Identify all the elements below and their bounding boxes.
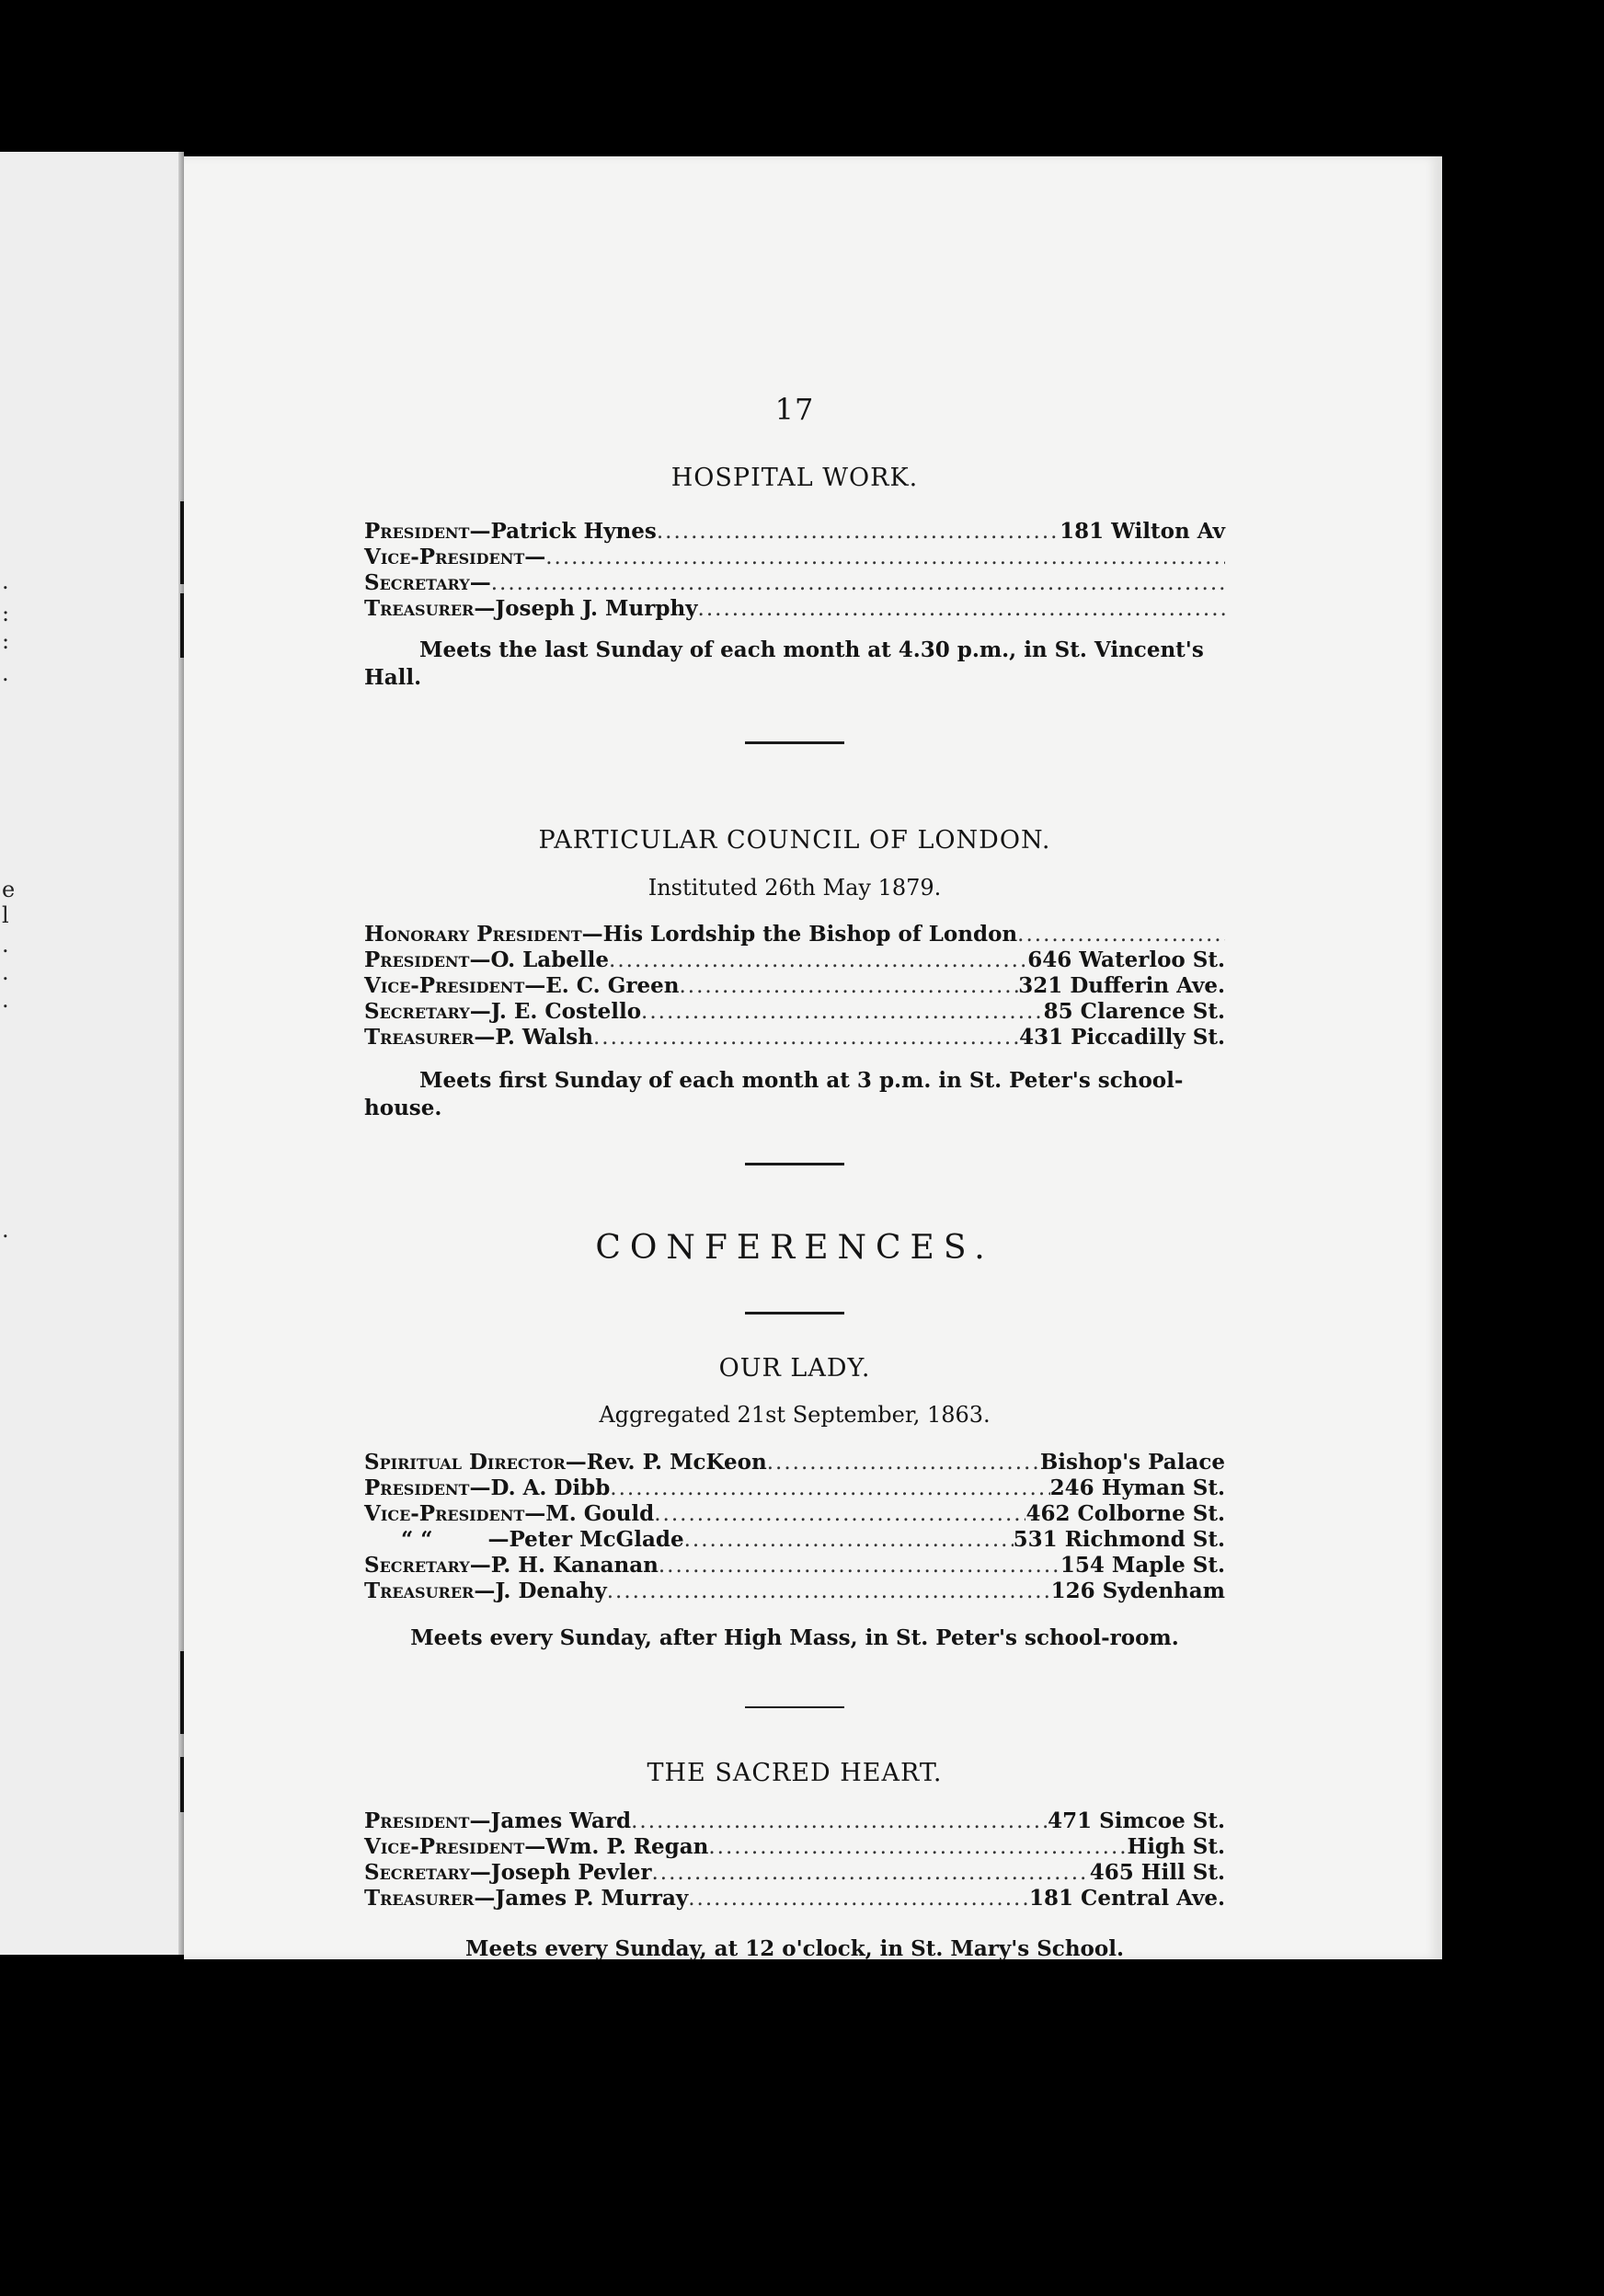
officer-row: Vice-President — M. Gould ..... 462 Colborne St. — [364, 1501, 1225, 1527]
officer-name: Wm. P. Regan — [545, 1834, 709, 1859]
officer-role: “ “ — [401, 1527, 433, 1552]
edge-character: . — [2, 959, 9, 985]
officer-role: Secretary — [364, 570, 470, 595]
dot-leader — [659, 1553, 1060, 1578]
edge-character: e — [2, 877, 16, 902]
edge-character: l — [2, 902, 9, 928]
edge-character: . — [2, 987, 9, 1013]
dot-leader — [607, 1578, 1051, 1604]
dot-leader — [767, 1450, 1040, 1475]
officer-address: 321 Dufferin Ave. — [1018, 973, 1225, 998]
officer-address: 471 Simcoe St. — [1048, 1808, 1225, 1833]
edge-character: : — [2, 601, 10, 626]
section-title-hospital-work: HOSPITAL WORK. — [670, 464, 919, 492]
officer-role: President — [364, 1808, 470, 1833]
dot-leader — [641, 999, 1044, 1025]
officer-role: Secretary — [364, 1553, 470, 1578]
our-lady-officers — [364, 1450, 1225, 1604]
officer-role: President — [364, 1475, 470, 1500]
meeting-note: Meets the last Sunday of each month at 4.30 p.m., in St. Vincent's Hall. — [364, 637, 1204, 690]
document-page — [184, 156, 1442, 1959]
officer-role: Treasurer — [364, 1025, 475, 1050]
officer-name: P. Walsh — [495, 1025, 593, 1050]
officer-role: Vice-President — [364, 545, 525, 569]
officer-role: Honorary President — [364, 922, 582, 947]
hospital-work-officers — [364, 519, 1225, 622]
dot-leader — [654, 1501, 1025, 1527]
section-title-conferences: CONFERENCES. — [595, 1229, 994, 1267]
officer-address: 181 Central Ave. — [1029, 1886, 1225, 1911]
officer-address: 126 Sydenham — [1050, 1578, 1225, 1603]
officer-row: President — James Ward ..... 471 Simcoe St. — [364, 1808, 1225, 1834]
officer-row: Treasurer — James P. Murray ..... 181 Central Ave. — [364, 1886, 1225, 1911]
dot-leader — [657, 519, 1060, 545]
officer-name: Patrick Hynes — [490, 519, 657, 544]
previous-page-edge — [0, 152, 184, 1955]
officer-row: Honorary President — His Lordship the Bishop of London ..... — [364, 922, 1225, 947]
edge-character: . — [2, 660, 9, 686]
section-divider — [745, 741, 844, 744]
officer-name: D. A. Dibb — [490, 1475, 611, 1500]
dot-leader — [688, 1886, 1029, 1911]
officer-row: Treasurer — J. Denahy ..... 126 Sydenham — [364, 1578, 1225, 1604]
officer-row: Treasurer — Joseph J. Murphy ..... — [364, 596, 1225, 622]
dot-leader — [491, 570, 1225, 596]
section-subtitle: Aggregated 21st September, 1863. — [599, 1402, 991, 1428]
officer-role: President — [364, 519, 470, 544]
officer-name: His Lordship the Bishop of London — [602, 922, 1018, 947]
officer-row: “ “ — Peter McGlade ..... 531 Richmond St. — [364, 1527, 1225, 1553]
dot-leader — [631, 1808, 1048, 1834]
officer-role: Vice-President — [364, 1834, 525, 1859]
officer-address: 85 Clarence St. — [1043, 999, 1225, 1024]
dot-leader — [652, 1860, 1090, 1886]
officer-role: Spiritual Director — [364, 1450, 566, 1475]
officer-name: M. Gould — [545, 1501, 655, 1526]
officer-row: President — D. A. Dibb ..... 246 Hyman St. — [364, 1475, 1225, 1501]
officer-row: Secretary — ..... — [364, 570, 1225, 596]
officer-name: James P. Murray — [495, 1886, 689, 1911]
edge-character: : — [2, 628, 10, 654]
officer-role: Treasurer — [364, 596, 475, 621]
officer-address: Bishop's Palace — [1039, 1450, 1225, 1475]
sacred-heart-officers — [364, 1808, 1225, 1911]
officer-name: Joseph Pevler — [490, 1860, 652, 1885]
particular-council-officers — [364, 922, 1225, 1050]
officer-row: Treasurer — P. Walsh ..... 431 Piccadilly St. — [364, 1025, 1225, 1050]
officer-name: P. H. Kananan — [490, 1553, 659, 1578]
section-divider — [745, 1706, 844, 1708]
officer-role: President — [364, 947, 470, 972]
officer-role: Vice-President — [364, 973, 525, 998]
officer-row: Vice-President — E. C. Green ..... 321 Dufferin Ave. — [364, 973, 1225, 999]
dot-leader — [679, 973, 1018, 999]
officer-role: Treasurer — [364, 1886, 475, 1911]
dot-leader — [593, 1025, 1019, 1050]
officer-row: Vice-President — Wm. P. Regan ..... High St. — [364, 1834, 1225, 1860]
officer-name: E. C. Green — [545, 973, 680, 998]
dot-leader — [545, 545, 1225, 570]
dot-leader — [698, 596, 1225, 622]
section-divider — [745, 1312, 844, 1314]
officer-role: Secretary — [364, 1860, 470, 1885]
edge-character: . — [2, 568, 9, 594]
officer-name: J. E. Costello — [490, 999, 642, 1024]
officer-name: Rev. P. McKeon — [586, 1450, 767, 1475]
officer-role: Secretary — [364, 999, 470, 1024]
officer-row: Secretary — P. H. Kananan ..... 154 Maple St. — [364, 1553, 1225, 1578]
officer-address: 531 Richmond St. — [1013, 1527, 1225, 1552]
officer-row: Secretary — Joseph Pevler ..... 465 Hill St. — [364, 1860, 1225, 1886]
meeting-note: Meets every Sunday, after High Mass, in St. Peter's school-room. — [410, 1625, 1179, 1650]
officer-address: High St. — [1127, 1834, 1225, 1859]
section-title-sacred-heart: THE SACRED HEART. — [647, 1759, 943, 1787]
officer-row: Vice-President — ..... — [364, 545, 1225, 570]
officer-address: 181 Wilton Av — [1060, 519, 1225, 544]
officer-address: 465 Hill St. — [1089, 1860, 1225, 1885]
officer-name: Joseph J. Murphy — [495, 596, 698, 621]
officer-role: Treasurer — [364, 1578, 475, 1603]
edge-character: . — [2, 1217, 9, 1243]
section-subtitle: Instituted 26th May 1879. — [647, 875, 942, 901]
officer-row: Secretary — J. E. Costello ..... 85 Clarence St. — [364, 999, 1225, 1025]
officer-address: 462 Colborne St. — [1025, 1501, 1225, 1526]
officer-role: Vice-President — [364, 1501, 525, 1526]
meeting-note: Meets first Sunday of each month at 3 p.m. in St. Peter's school-house. — [364, 1068, 1184, 1120]
dot-leader — [684, 1527, 1014, 1553]
section-title-our-lady: OUR LADY. — [718, 1354, 871, 1383]
dot-leader — [708, 1834, 1127, 1860]
officer-row: Spiritual Director — Rev. P. McKeon ..... Bishop's Palace — [364, 1450, 1225, 1475]
page-number: 17 — [774, 392, 815, 427]
officer-address: 154 Maple St. — [1060, 1553, 1225, 1578]
officer-row: President — Patrick Hynes ..... 181 Wilton Av — [364, 519, 1225, 545]
dot-leader — [1017, 922, 1225, 947]
edge-character: . — [2, 932, 9, 958]
section-title-particular-council: PARTICULAR COUNCIL OF LONDON. — [538, 826, 1051, 855]
officer-name: J. Denahy — [495, 1578, 607, 1603]
officer-name: Peter McGlade — [509, 1527, 684, 1552]
dot-leader — [609, 947, 1027, 973]
section-divider — [745, 1163, 844, 1165]
dot-leader — [610, 1475, 1049, 1501]
officer-name: O. Labelle — [490, 947, 610, 972]
officer-address: 246 Hyman St. — [1049, 1475, 1225, 1500]
meeting-note: Meets every Sunday, at 12 o'clock, in St. Mary's School. — [465, 1936, 1124, 1961]
officer-address: 646 Waterloo St. — [1027, 947, 1225, 972]
officer-address: 431 Piccadilly St. — [1019, 1025, 1225, 1050]
officer-row: President — O. Labelle ..... 646 Waterloo St. — [364, 947, 1225, 973]
officer-name: James Ward — [490, 1808, 632, 1833]
